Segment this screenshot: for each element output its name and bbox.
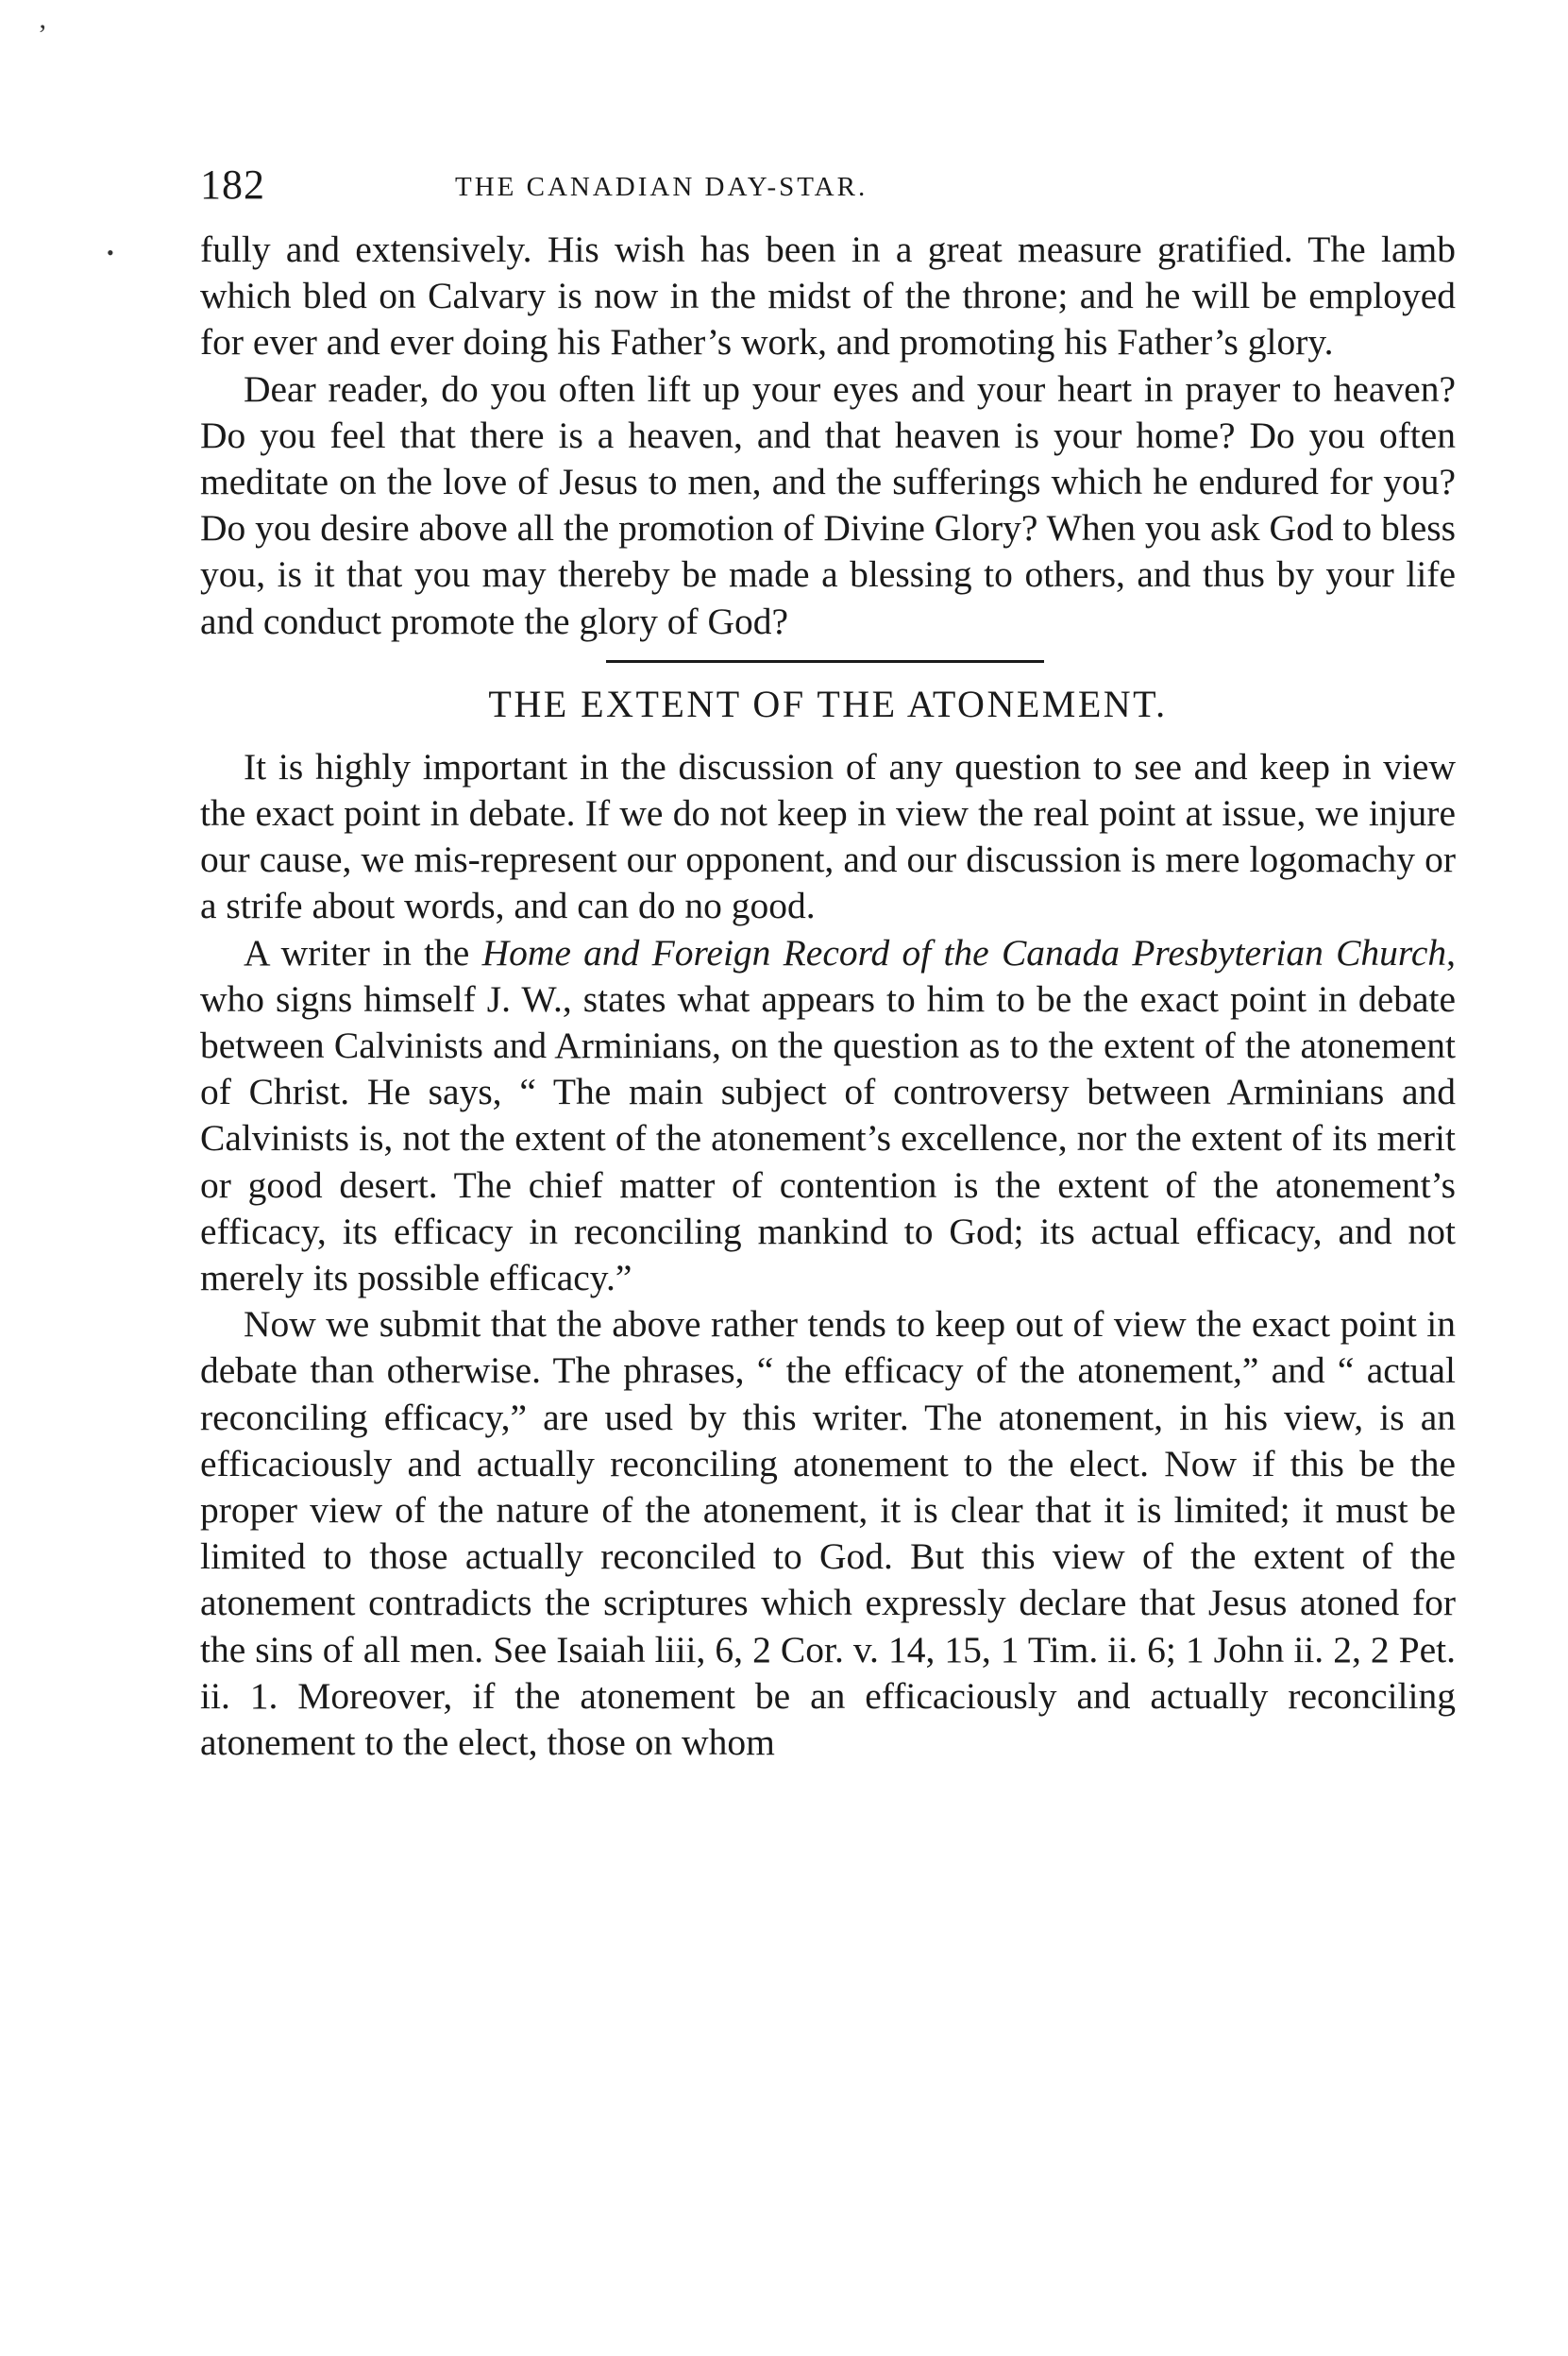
paragraph-writer-quote-start: A writer in the — [244, 931, 482, 974]
section-title: THE EXTENT OF THE ATONEMENT. — [488, 682, 1168, 725]
paragraph-writer-quote — [200, 930, 1456, 1302]
page-number: 182 — [200, 161, 265, 208]
paragraph-importance: It is highly important in the discussion of any question to see and keep in view the exact point in debate. If we do not keep in view the real point at issue, we injure our cause, we mis-represent our opponent, and our discussion is mere logomachy or a strife about words, and can do no good. — [200, 745, 1456, 927]
paragraph-submission: Now we submit that the above rather tends to keep out of view the exact point in debate than otherwise. The phrases, “ the efficacy of the atonement,” and “ actual reconciling efficacy,” are used by this writer. The atonement, in his view, is an efficaciously and actually reconciling atonement to the elect. Now if this be the proper view of the nature of the atonement, it is clear that it is limited; it must be limited to those actually reconciled to God. But this view of the extent of the atonement contradicts the scriptures which expressly declare that Jesus atoned for the sins of all men. See Isaiah liii, 6, 2 Cor. v. 14, 15, 1 Tim. ii. 6; 1 John ii. 2, 2 Pet. ii. 1. Moreover, if the atonement be an efficaciously and actually reconciling atonement to the elect, those on whom — [200, 1303, 1456, 1764]
paragraph-writer-quote-rest: , who signs himself J. W., states what appears to him to be the exact point in debate between Calvinists and Arminians, on the question as to the extent of the atonement of Christ. He says, “ The main subject of controversy between Arminians and Calvinists is, not the extent of the atonement’s excellence, nor the extent of its merit or good desert. The chief matter of contention is the extent of the atonement’s efficacy, its efficacy in reconciling mankind to God; its actual efficacy, and not merely its possible efficacy.” — [200, 931, 1456, 1299]
stray-mark-top: ’ — [38, 19, 47, 50]
stray-mark-left: • — [107, 241, 114, 264]
document-page — [200, 142, 1456, 1766]
section-divider — [606, 660, 1044, 663]
paragraph-continued: fully and extensively. His wish has been in a great measure gratified. The lamb which bled on Calvary is now in the midst of the throne; and he will be employed for ever and ever doing his Father’s work, and promoting his Father’s glory. — [200, 229, 1456, 364]
paragraph-dear-reader: Dear reader, do you often lift up your eyes and your heart in prayer to heaven? Do you feel that there is a heaven, and that heaven is your home? Do you often meditate on the love of Jesus to men, and the sufferings which he endured for you? Do you desire above all the promotion of Divine Glory? When you ask God to bless you, is it that you may thereby be made a blessing to others, and thus by your life and conduct promote the glory of God? — [200, 367, 1456, 642]
publication-title: Home and Foreign Record of the Canada Presbyterian Church — [481, 931, 1447, 974]
page-header — [200, 142, 1456, 227]
running-head: THE CANADIAN DAY-STAR. — [455, 172, 868, 202]
